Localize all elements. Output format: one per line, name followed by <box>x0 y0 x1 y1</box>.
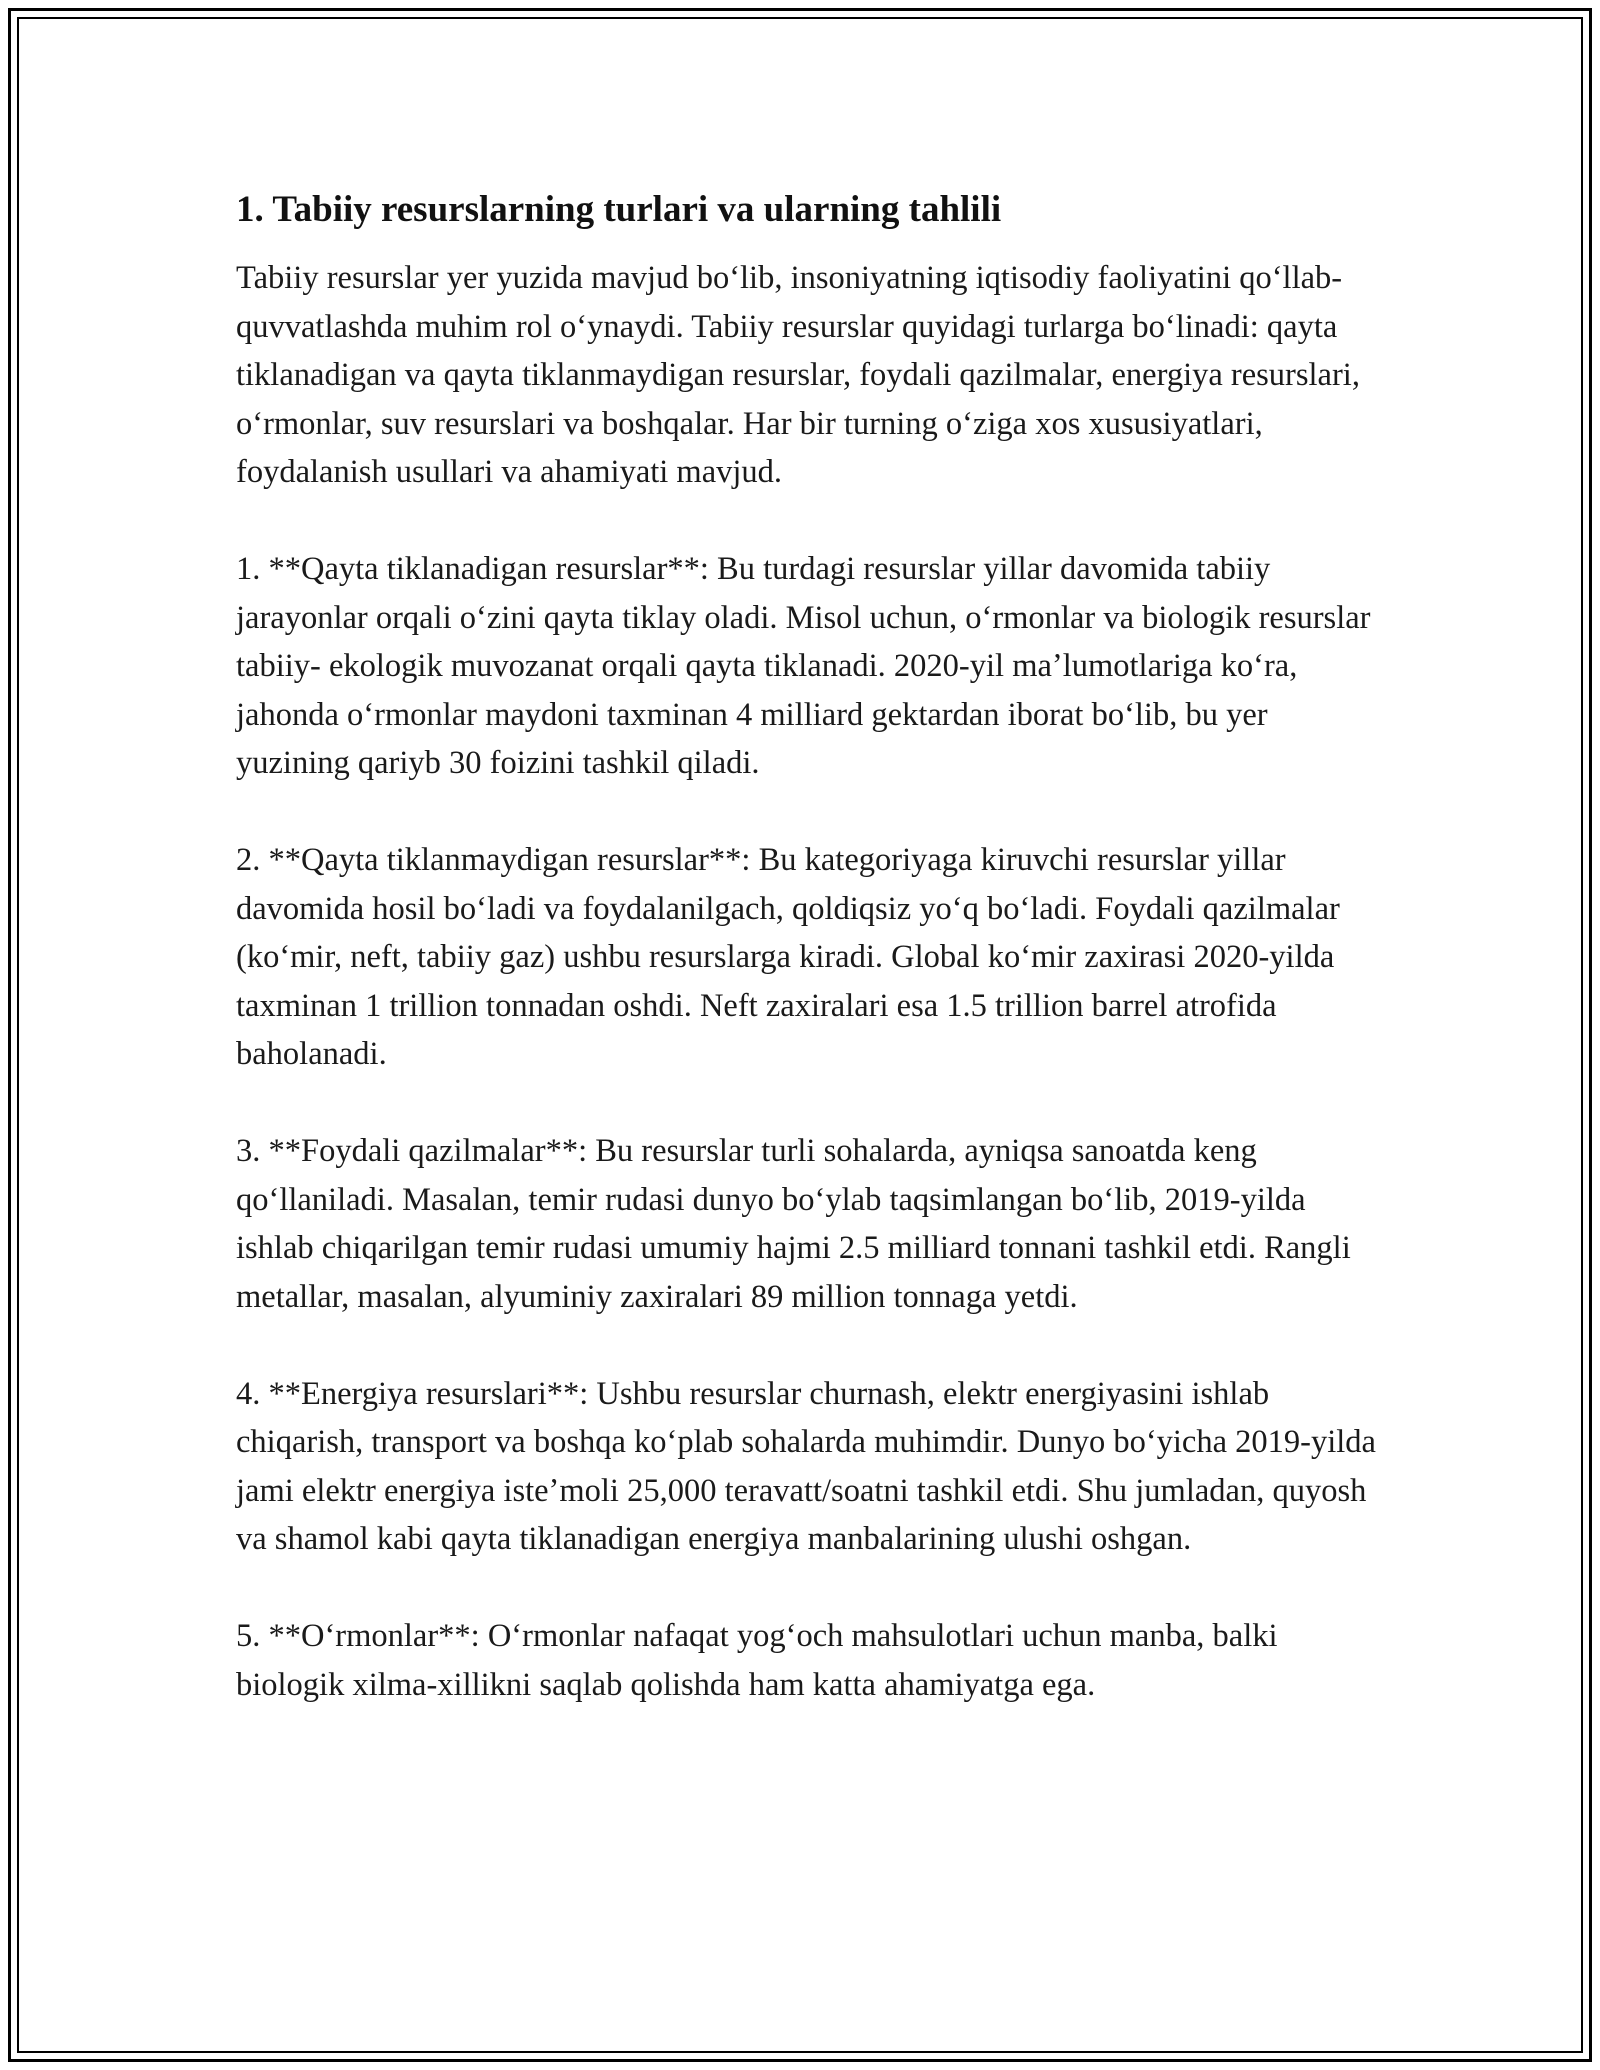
section-heading: 1. Tabiiy resurslarning turlari va ularning tahlili <box>236 189 1002 230</box>
paragraph-renewable-resources: 1. **Qayta tiklanadigan resurslar**: Bu turdagi resurslar yillar davomida tabiiy jarayonlar orqali oʻzini qayta tiklay oladi. Misol uchun, oʻrmonlar va biologik resurslar tabiiy- ekologik muvozanat orqali qayta tiklanadi. 2020-yil maʼlumotlariga koʻra, jahonda oʻrmonlar maydoni taxminan 4 milliard gektardan iborat boʻlib, bu yer yuzining qariyb 30 foizini tashkil qiladi. <box>236 551 1371 781</box>
intro-paragraph: Tabiiy resurslar yer yuzida mavjud boʻlib, insoniyatning iqtisodiy faoliyatini qoʻllab-quvvatlashda muhim rol oʻynaydi. Tabiiy resurslar quyidagi turlarga boʻlinadi: qayta tiklanadigan va qayta tiklanmaydigan resurslar, foydali qazilmalar, energiya resurslari, oʻrmonlar, suv resurslari va boshqalar. Har bir turning oʻziga xos xususiyatlari, foydalanish usullari va ahamiyati mavjud. <box>236 260 1360 490</box>
paragraph-energy-resources: 4. **Energiya resurslari**: Ushbu resurslar churnash, elektr energiyasini ishlab chiqarish, transport va boshqa koʻplab sohalarda muhimdir. Dunyo boʻyicha 2019-yilda jami elektr energiya isteʼmoli 25,000 teravatt/soatni tashkil etdi. Shu jumladan, quyosh va shamol kabi qayta tiklanadigan energiya manbalarining ulushi oshgan. <box>236 1375 1376 1557</box>
paragraph-mineral-resources: 3. **Foydali qazilmalar**: Bu resurslar turli sohalarda, ayniqsa sanoatda keng qoʻllaniladi. Masalan, temir rudasi dunyo boʻylab taqsimlangan boʻlib, 2019-yilda ishlab chiqarilgan temir rudasi umumiy hajmi 2.5 milliard tonnani tashkil etdi. Rangli metallar, masalan, alyuminiy zaxiralari 89 million tonnaga yetdi. <box>236 1133 1351 1315</box>
paragraph-forests: 5. **Oʻrmonlar**: Oʻrmonlar nafaqat yogʻoch mahsulotlari uchun manba, balki biologik xilma-xillikni saqlab qolishda ham katta ahamiyatga ega. <box>236 1618 1278 1703</box>
document-body <box>236 186 1376 1709</box>
paragraph-nonrenewable-resources: 2. **Qayta tiklanmaydigan resurslar**: Bu kategoriyaga kiruvchi resurslar yillar davomida hosil boʻladi va foydalanilgach, qoldiqsiz yoʻq boʻladi. Foydali qazilmalar (koʻmir, neft, tabiiy gaz) ushbu resurslarga kiradi. Global koʻmir zaxirasi 2020-yilda taxminan 1 trillion tonnadan oshdi. Neft zaxiralari esa 1.5 trillion barrel atrofida baholanadi. <box>236 842 1340 1072</box>
